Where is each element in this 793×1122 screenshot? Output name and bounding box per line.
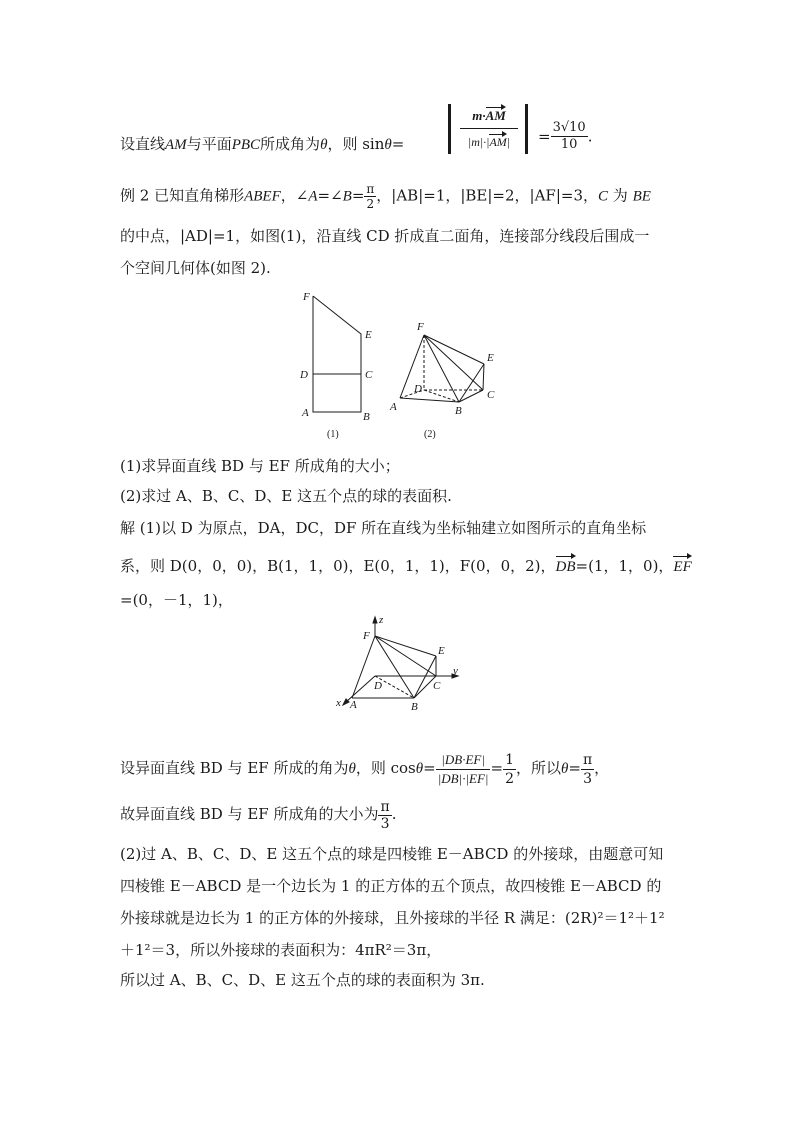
part2-line-1: (2)过 A、B、C、D、E 这五个点的球是四棱锥 E－ABCD 的外接球，由题意可知 (120, 845, 664, 863)
label-y: y (453, 665, 458, 677)
label-f: F (363, 630, 370, 642)
text: = (568, 759, 581, 777)
var: C (598, 188, 609, 205)
denominator: 3 (380, 815, 390, 832)
example-line-1 (120, 182, 651, 211)
dot: · (482, 108, 486, 123)
text: = (423, 759, 436, 777)
label-d: D (374, 680, 382, 692)
text: =∠ (317, 186, 343, 205)
numerator: |DB·EF| (436, 751, 491, 770)
example-line-2: 的中点，|AD|=1，如图(1)，沿直线 CD 折成直二面角，连接部分线段后围成一 (120, 227, 650, 245)
fraction-bar (460, 128, 518, 129)
label-a: A (302, 407, 309, 419)
text: =(1，1，0)， (575, 557, 674, 575)
var: BE (632, 188, 651, 205)
var-theta: θ (415, 761, 424, 777)
trapezoid-outline (313, 296, 361, 412)
text: . (391, 805, 397, 823)
label-a: A (350, 699, 357, 711)
numerator: π (380, 798, 390, 815)
numerator: π (582, 751, 593, 768)
solution-line-1: 解 (1)以 D 为原点，DA，DC，DF 所在直线为坐标轴建立如图所示的直角坐标 (120, 519, 647, 537)
text: ，则 sin (327, 135, 385, 153)
var-pbc: PBC (231, 137, 261, 153)
result-fraction (551, 120, 588, 153)
example-line-3: 个空间几何体(如图 2). (120, 259, 271, 277)
var: B (342, 188, 352, 205)
text: 与平面 (186, 135, 232, 153)
caption-2: (2) (424, 429, 436, 440)
numerator: π (366, 182, 375, 196)
pi-over-3 (581, 751, 594, 788)
var: A (308, 188, 318, 205)
solution-line-3: =(0，－1，1)， (120, 591, 233, 609)
denominator: 3 (583, 770, 593, 787)
label-e: E (487, 352, 494, 364)
text: = (538, 127, 551, 146)
figure-2 (386, 312, 506, 444)
z-arrow (373, 617, 377, 623)
figure-3 (332, 614, 470, 716)
text: 所成角为 (260, 135, 321, 153)
part2-line-3: 外接球就是边长为 1 的正方体的外接球，且外接球的半径 R 满足：(2R)²＝1²＋1² (120, 909, 665, 927)
var-theta: θ (561, 761, 569, 777)
text: = (351, 186, 365, 205)
edge-fc (424, 335, 483, 390)
vector-am: AM (485, 108, 506, 123)
label-b: B (455, 405, 462, 417)
part2-line-5: 所以过 A、B、C、D、E 这五个点的球的表面积为 3π. (120, 971, 485, 989)
label-b: B (411, 701, 418, 713)
var-theta: θ (320, 137, 328, 153)
label-a: A (390, 401, 397, 413)
edge-fe (375, 636, 436, 656)
vector-ef: EF (673, 559, 692, 575)
denominator: 2 (505, 770, 514, 787)
vector-db: DB (555, 559, 576, 575)
label-c: C (487, 389, 495, 401)
abs-bar-right (525, 104, 528, 154)
numerator: 1 (505, 751, 514, 768)
fraction-denominator: |m|·|AM| (467, 135, 511, 149)
text: = (391, 135, 405, 153)
sin-theta-line (120, 134, 404, 155)
denominator: 2 (366, 197, 375, 211)
label-z: z (379, 614, 384, 626)
pi-over-3 (378, 799, 391, 832)
label-f: F (303, 291, 310, 303)
vector-am: AM (489, 135, 507, 149)
var: ABEF (244, 188, 281, 205)
var-am: AM (165, 137, 187, 153)
pi-over-2 (364, 182, 376, 211)
part2-line-2: 四棱锥 E－ABCD 是一个边长为 1 的正方体的五个顶点，故四棱锥 E－ABCD 的 (120, 877, 662, 895)
text: . (587, 127, 593, 146)
var-m: m (472, 108, 483, 123)
label-e: E (438, 645, 445, 657)
text: ，|AB|=1，|BE|=2，|AF|=3， (376, 186, 599, 205)
label-f: F (417, 321, 424, 333)
abs-fraction (448, 104, 528, 160)
edge-fa (352, 636, 375, 698)
numerator: 3√10 (552, 120, 586, 135)
label-b: B (363, 411, 370, 423)
text: 设直线 (120, 135, 166, 153)
label-c: C (365, 369, 373, 381)
var-theta: θ (348, 761, 356, 777)
text: ，则 cos (355, 759, 416, 777)
label-d: D (414, 383, 422, 395)
label-c: C (433, 680, 441, 692)
abs-m: |m| (467, 135, 484, 149)
question-1: (1)求异面直线 BD 与 EF 所成角的大小； (120, 457, 400, 475)
conclusion-1 (120, 796, 396, 832)
label-d: D (300, 369, 308, 381)
text: 系，则 D(0，0，0)，B(1，1，0)，E(0，1，1)，F(0，0，2)， (120, 557, 556, 575)
text: 故异面直线 BD 与 EF 所成角的大小为 (120, 805, 379, 823)
edge-fe (424, 335, 484, 364)
edge-ce (483, 364, 484, 390)
figure-1 (296, 286, 386, 444)
sin-result (538, 120, 592, 153)
label-x: x (336, 697, 341, 709)
denominator: 10 (560, 137, 578, 152)
solution-line-2 (120, 556, 692, 577)
dot: · (483, 135, 487, 149)
cos-fraction (436, 751, 491, 788)
text: ，所以 (515, 759, 561, 777)
text: 例 2 已知直角梯形 (120, 186, 245, 205)
text: = (490, 759, 504, 777)
var-theta: θ (384, 137, 392, 153)
label-e: E (365, 329, 372, 341)
fraction-numerator (462, 108, 516, 124)
half-fraction (503, 751, 516, 788)
text: ， (594, 759, 610, 777)
part2-line-4: ＋1²＝3，所以外接球的表面积为：4πR²＝3π， (120, 941, 442, 959)
question-2: (2)求过 A、B、C、D、E 这五个点的球的表面积. (120, 487, 452, 505)
text: ，∠ (280, 186, 309, 205)
edge-fc (375, 636, 436, 676)
text: 设异面直线 BD 与 EF 所成的角为 (120, 759, 349, 777)
abs-bar-left (448, 104, 451, 154)
denominator: |DB|·|EF| (437, 770, 489, 786)
text: 为 (608, 186, 633, 205)
cos-theta-line (120, 746, 609, 791)
caption-1: (1) (327, 429, 339, 440)
